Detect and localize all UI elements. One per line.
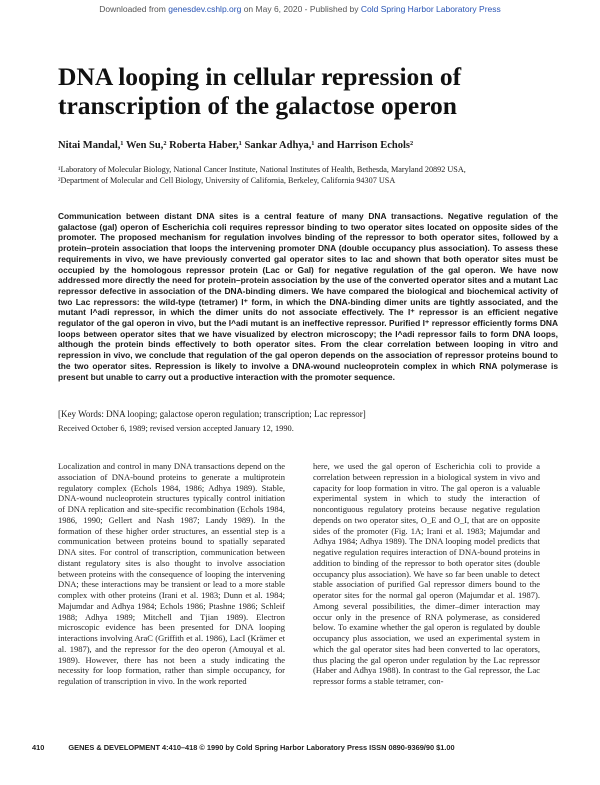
author-list: Nitai Mandal,¹ Wen Su,² Roberta Haber,¹ Sankar Adhya,¹ and Harrison Echols² — [58, 140, 414, 151]
body-column-left: Localization and control in many DNA transactions depend on the association of DNA-bound proteins to generate a multiprotein regulatory complex (Echols 1984, 1986; Adhya 1989). Stable, DNA-wound nucleoprotein structures typically control initiation of DNA replication and site-specific recombination (Echols 1984, 1986, 1990; Gellert and Nash 1987; Landy 1989). In the formation of these higher order structures, an essential step is a communication between proteins bound to spatially separated DNA sites. For control of transcription, communication between distant regulatory sites is also thought to involve association between proteins with the consequence of looping the intervening DNA; these interactions may be transient or lead to a more stable complex with other proteins (Irani et al. 1983; Dunn et al. 1984; Majumdar and Adhya 1984; Echols 1986; Ptashne 1986; Schleif 1988; Adhya 1989; Mitchell and Tjian 1989). Electron microscopic evidence has been presented for DNA looping interactions involving AraC (Griffith et al. 1986), LacI (Krämer et al. 1987), and the repressor for the deo operon (Amouyal et al. 1989). However, there has not been a study indicating the necessity for loop formation, rather than simple occupancy, for regulation of transcription in vivo. In the work reported — [58, 461, 285, 686]
paper-title: DNA looping in cellular repression of transcription of the galactose operon — [58, 62, 462, 120]
body-column-right: here, we used the gal operon of Escherichia coli to provide a correlation between repression in a biological system in vivo and capacity for loop formation in vitro. The gal operon is a valuable experimental system in which to study the interaction of noncontiguous regulatory proteins because negative regulation depends on two operator sites, O_E and O_I, that are on opposite sides of the promoter (Fig. 1A; Irani et al. 1983; Majumdar and Adhya 1984; Adhya 1989). The DNA looping model predicts that negative regulation requires interaction of DNA-bound proteins in addition to binding of the repressor to both operator sites (double occupancy plus association). We have so far been unable to detect stable association of purified Gal repressor dimers bound to the operator sites for the normal gal operon (Majumdar et al. 1987). Among several possibilities, the dimer–dimer interaction may occur only in the presence of RNA polymerase, as considered below. To examine whether the gal operon is regulated by double occupancy plus association, we used an experimental system in which the gal operator sites had been converted to lac operators, thus placing the gal operon under regulation by the Lac repressor (Haber and Adhya 1988). In contrast to the Gal repressor, the Lac repressor forms a stable tetramer, con- — [313, 461, 540, 686]
page-footer — [32, 743, 592, 752]
abstract: Communication between distant DNA sites is a central feature of many DNA transactions. Negative regulation of the galactose (gal) operon of Escherichia coli requires repressor binding to two operator sites located on opposite sides of the promoter. The proposed mechanism for regulation involves binding of the repressor to both operator sites, followed by a protein–protein association that loops the intervening promoter DNA (double occupancy plus association). To assess these requirements in vivo, we have previously converted gal operator sites to lac and shown that both operator sites must be occupied by the homologous repressor protein (Lac or Gal) for negative regulation of the gal operon. We have now addressed more directly the need for protein–protein association by the use of the converted operator sites and a mutant Lac repressor defective in association of the DNA-binding dimers. We have compared the biological and biochemical activity of two Lac repressors: the wild-type (tetramer) I⁺ form, in which the DNA-binding dimer units are tightly associated, and the mutant I^adi repressor, in which the dimer units do not associate effectively. The I⁺ repressor is an efficient negative regulator of the gal operon in vivo, but the I^adi mutant is an ineffective repressor. Purified I⁺ repressor efficiently forms DNA loops between operator sites that we have visualized by electron microscopy; the I^adi repressor fails to form DNA loops, although the protein binds effectively to both operator sites. From the clear correlation between looping in vitro and repression in vivo, we conclude that regulation of the gal operon depends on the association of repressor proteins bound to the two operator sites. Repression is likely to involve a DNA-wound nucleoprotein complex in which RNA polymerase is present but unable to carry out a productive interaction with the promoter sequence. — [58, 211, 558, 382]
page-number: 410 — [32, 743, 45, 752]
journal-citation: GENES & DEVELOPMENT 4:410–418 © 1990 by Cold Spring Harbor Laboratory Press ISSN 0890-9369/90 $1.00 — [68, 743, 455, 752]
site-link[interactable]: genesdev.cshlp.org — [168, 4, 242, 14]
download-middle: on May 6, 2020 - Published by — [243, 4, 359, 14]
affiliation-1: ¹Laboratory of Molecular Biology, National Cancer Institute, National Institutes of Health, Bethesda, Maryland 20892 USA, — [58, 165, 466, 174]
received-dates: Received October 6, 1989; revised version accepted January 12, 1990. — [58, 424, 294, 433]
download-prefix: Downloaded from — [99, 4, 166, 14]
download-banner — [0, 4, 600, 14]
publisher-link[interactable]: Cold Spring Harbor Laboratory Press — [360, 4, 501, 14]
key-words: [Key Words: DNA looping; galactose operon regulation; transcription; Lac repressor] — [58, 409, 366, 419]
affiliation-2: ²Department of Molecular and Cell Biology, University of California, Berkeley, California 94307 USA — [58, 176, 396, 185]
